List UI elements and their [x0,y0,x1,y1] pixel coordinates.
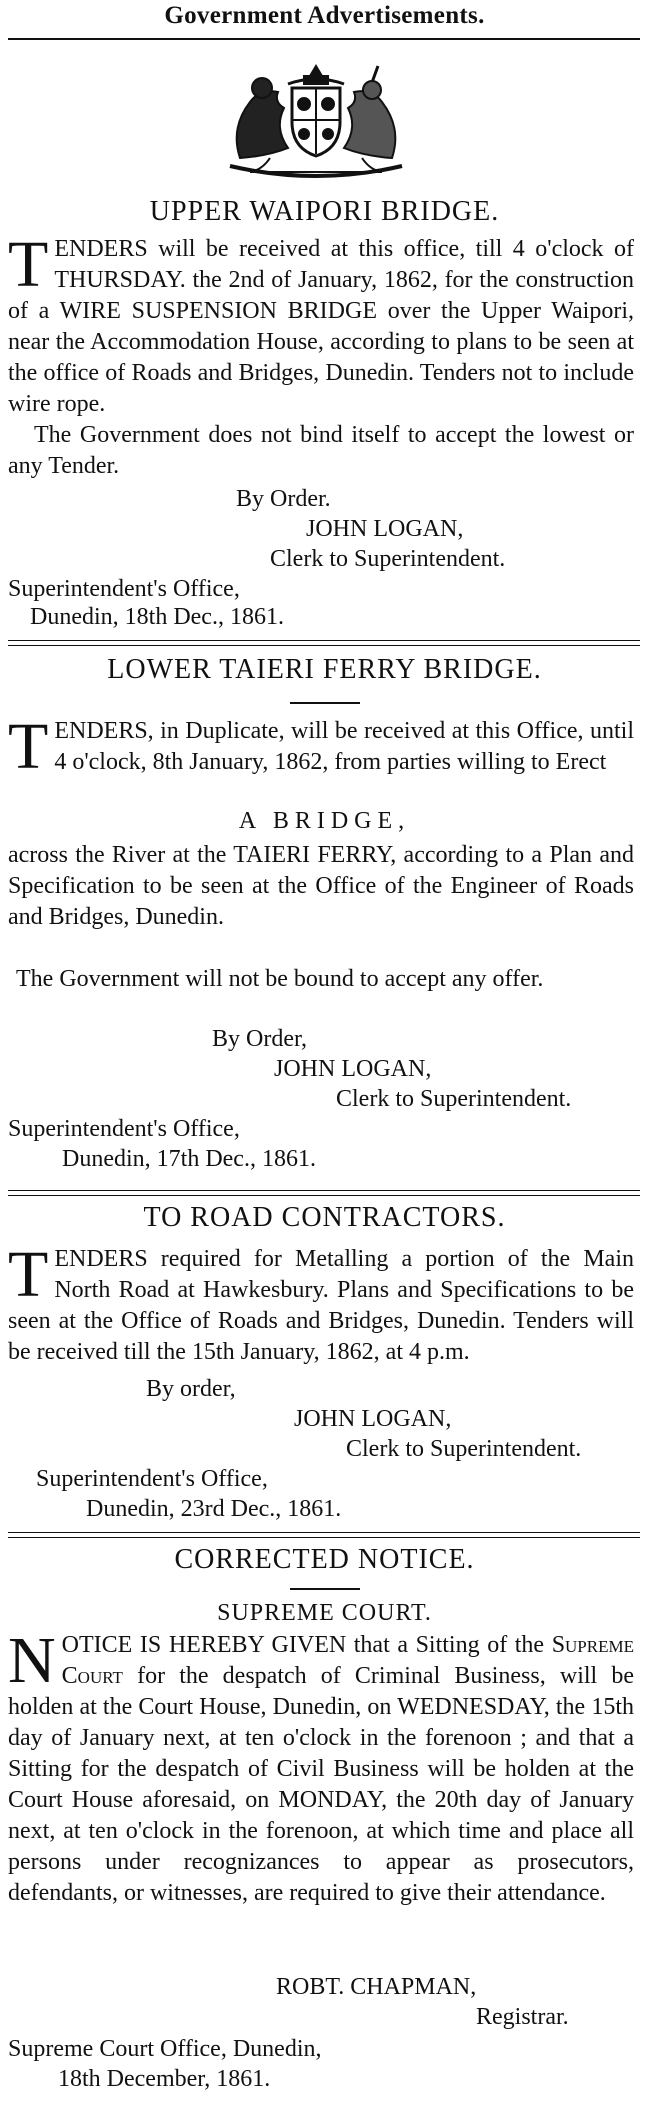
notice3-body [8,1238,634,1368]
notice1-body-text: ENDERS will be received at this office, till 4 o'clock of THURSDAY. the 2nd of January, 1862, for the construction of a WIRE SUSPENSION BRIDGE over the Upper Waipori, near the Accommodation House, according to plans to be seen at the office of Roads and Bridges, Dunedin. Tenders not to include wire rope. [8,236,634,417]
royal-crest-icon [210,58,422,180]
notice2-signer-title: Clerk to Superintendent. [336,1086,572,1112]
notice2-title: LOWER TAIERI FERRY BRIDGE. [107,654,542,685]
notice3-body-text: ENDERS required for Metalling a portion of the Main North Road at Hawkesbury. Plans and Specifications to be seen at the Office of Roads and Bridges, Dunedin. Tenders will be received till the 15th January, 1862, at 4 p.m. [8,1246,634,1365]
notice4-body-b: for the despatch of Criminal Business, will be holden at the Court House, Dunedin, on WEDNESDAY, the 15th day of January next, at ten o'clock in the forenoon ; and that a Sitting for the despatch of Civil Business will be holden at the Court House aforesaid, on MONDAY, the 20th day of January next, at ten o'clock in the forenoon, at which time and place all persons under recognizances to appear as prosecutors, defendants, or witnesses, are required to give their attendance. [8,1663,634,1906]
notice1-signer: JOHN LOGAN, [306,516,464,542]
divider-3b [8,1537,640,1538]
divider-2 [8,1190,640,1191]
divider-1b [8,645,640,646]
notice3-date: Dunedin, 23rd Dec., 1861. [86,1496,342,1522]
notice4-body [8,1624,634,1909]
notice2-body2: across the River at the TAIERI FERRY, according to a Plan and Specification to be seen at the Office of the Engineer of Roads and Bridges, Dunedin. [8,842,634,930]
notice4-date: 18th December, 1861. [58,2066,271,2092]
notice1-signer-title: Clerk to Superintendent. [270,546,506,572]
header-rule [8,38,640,40]
notice2-signer: JOHN LOGAN, [274,1056,432,1082]
notice4-subtitle: SUPREME COURT. [217,1600,432,1626]
notice2-by-order: By Order, [212,1026,308,1052]
notice3-drop-cap: T [8,1238,49,1311]
notice2-body3: The Government will not be bound to accept any offer. [16,966,544,992]
notice2-date: Dunedin, 17th Dec., 1861. [62,1146,316,1172]
notice4-short-rule [290,1588,360,1590]
notice1-by-order: By Order. [236,486,331,512]
notice1-date: Dunedin, 18th Dec., 1861. [30,604,284,630]
notice2-short-rule [290,702,360,704]
divider-1 [8,640,640,641]
notice4-signer: ROBT. CHAPMAN, [276,1974,477,2000]
divider-3 [8,1532,640,1533]
notice3-signer: JOHN LOGAN, [294,1406,452,1432]
notice3-signer-title: Clerk to Superintendent. [346,1436,582,1462]
notice1-body [8,228,634,420]
notice1-drop-cap: T [8,228,49,301]
notice3-title: TO ROAD CONTRACTORS. [143,1202,506,1233]
notice3-by-order: By order, [146,1376,236,1402]
notice4-drop-cap: N [8,1624,56,1697]
notice2-drop-cap: T [8,710,49,783]
notice2-office: Superintendent's Office, [8,1116,240,1142]
notice4-signer-title: Registrar. [476,2004,569,2030]
notice2-headline: A BRIDGE, [238,808,411,834]
notice4-body-a: OTICE IS HEREBY GIVEN that a Sitting of the [61,1632,552,1658]
divider-2b [8,1195,640,1196]
notice4-court: Supreme Court [61,1632,634,1689]
notice2-body-text: ENDERS, in Duplicate, will be received at this Office, until 4 o'clock, 8th January, 1862, from parties willing to Erect [54,718,634,775]
notice1-title: UPPER WAIPORI BRIDGE. [149,196,500,227]
notice4-office: Supreme Court Office, Dunedin, [8,2036,322,2062]
notice1-body2: The Government does not bind itself to accept the lowest or any Tender. [8,422,634,479]
page-header: Government Advertisements. [164,2,485,29]
notice3-office: Superintendent's Office, [36,1466,268,1492]
notice1-office: Superintendent's Office, [8,576,240,602]
notice4-title: CORRECTED NOTICE. [174,1544,475,1575]
notice2-body [8,710,634,783]
